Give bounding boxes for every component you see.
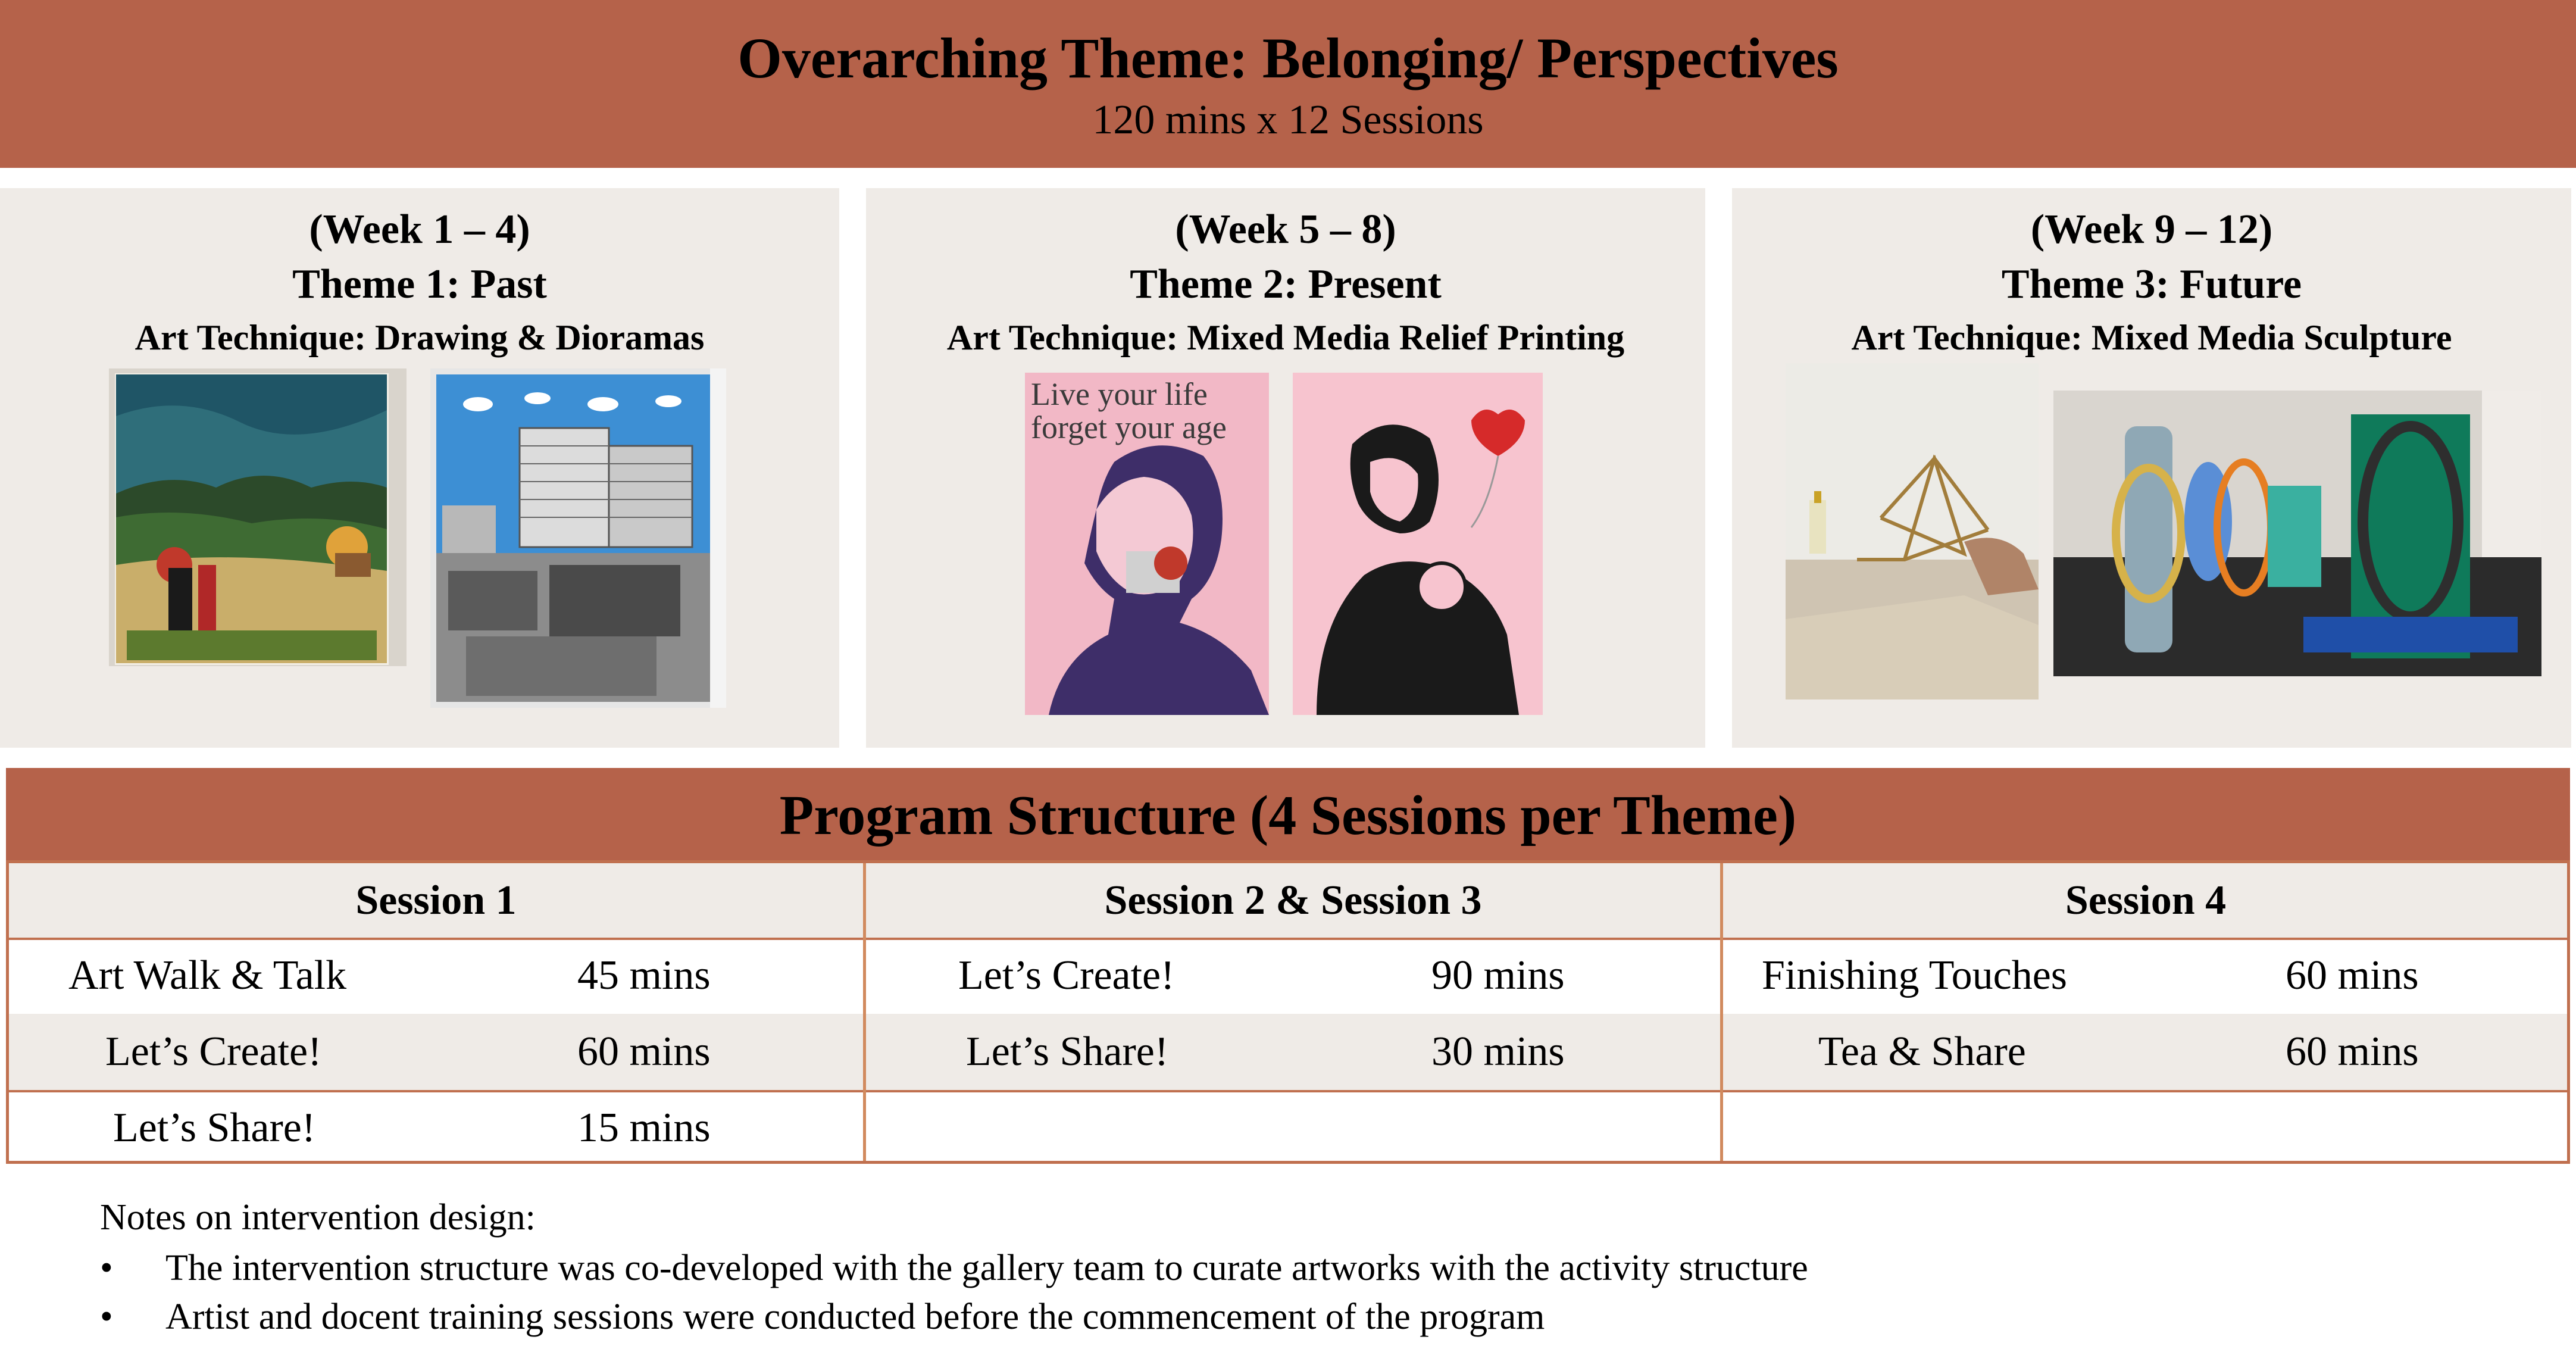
session-1-header: Session 1 xyxy=(355,877,517,923)
bullet-marker: • xyxy=(100,1248,113,1288)
theme-2-technique: Art Technique: Mixed Media Relief Printing xyxy=(946,318,1625,357)
activity-cell: Let’s Share! xyxy=(966,1029,1169,1075)
activity-cell: Let’s Create! xyxy=(105,1029,322,1075)
duration-cell: 60 mins xyxy=(2286,1029,2419,1075)
duration-cell: 45 mins xyxy=(577,952,711,998)
session-2-3-header: Session 2 & Session 3 xyxy=(1104,877,1482,923)
column-divider xyxy=(1720,863,1723,1161)
theme-1-panel xyxy=(0,188,839,748)
theme-banner xyxy=(0,0,2576,168)
print-text-line-1: Live your life xyxy=(1031,376,1208,412)
table-row xyxy=(9,1014,2567,1092)
duration-cell: 60 mins xyxy=(577,1029,711,1075)
program-structure-title: Program Structure (4 Sessions per Theme) xyxy=(779,785,1797,847)
bullet-marker: • xyxy=(100,1297,113,1337)
theme-3-title: Theme 3: Future xyxy=(2001,261,2302,307)
sculpture-frame-photo xyxy=(1786,363,2039,699)
theme-3-technique: Art Technique: Mixed Media Sculpture xyxy=(1851,318,2452,357)
print-text-line-2: forget your age xyxy=(1031,410,1227,445)
table-row xyxy=(9,938,2567,1016)
notes-heading: Notes on intervention design: xyxy=(100,1197,536,1238)
duration-cell: 30 mins xyxy=(1431,1029,1565,1075)
duration-cell: 15 mins xyxy=(577,1105,711,1151)
table-header-row xyxy=(9,863,2567,940)
diorama-housing-photo xyxy=(430,368,726,708)
column-divider xyxy=(863,863,866,1161)
activity-cell: Tea & Share xyxy=(1818,1029,2026,1075)
session-4-header: Session 4 xyxy=(2065,877,2227,923)
theme-1-weeks: (Week 1 – 4) xyxy=(309,207,530,252)
activity-cell: Finishing Touches xyxy=(1762,952,2068,998)
note-item: The intervention structure was co-developed with the gallery team to curate artworks with the activity structure xyxy=(165,1248,1808,1288)
diorama-landscape-photo xyxy=(109,368,407,666)
theme-2-weeks: (Week 5 – 8) xyxy=(1175,207,1396,252)
theme-3-panel xyxy=(1732,188,2571,748)
theme-1-technique: Art Technique: Drawing & Dioramas xyxy=(135,318,705,357)
activity-cell: Let’s Share! xyxy=(113,1105,316,1151)
theme-3-weeks: (Week 9 – 12) xyxy=(2030,207,2273,252)
overarching-theme-title: Overarching Theme: Belonging/ Perspectives xyxy=(737,26,1839,90)
table-row xyxy=(9,1090,2567,1164)
program-structure-banner xyxy=(6,768,2570,860)
session-summary: 120 mins x 12 Sessions xyxy=(1092,97,1484,143)
sculpture-display-photo xyxy=(2053,391,2541,676)
theme-1-title: Theme 1: Past xyxy=(292,261,547,307)
duration-cell: 90 mins xyxy=(1431,952,1565,998)
theme-2-panel xyxy=(866,188,1705,748)
activity-cell: Let’s Create! xyxy=(958,952,1175,998)
note-item: Artist and docent training sessions were conducted before the commencement of the program xyxy=(165,1297,1545,1337)
theme-2-title: Theme 2: Present xyxy=(1130,261,1442,307)
duration-cell: 60 mins xyxy=(2286,952,2419,998)
program-structure-table xyxy=(6,860,2570,1164)
activity-cell: Art Walk & Talk xyxy=(68,952,347,998)
relief-print-portrait-photo xyxy=(1025,373,1269,715)
relief-print-mother-child-photo xyxy=(1293,373,1543,715)
